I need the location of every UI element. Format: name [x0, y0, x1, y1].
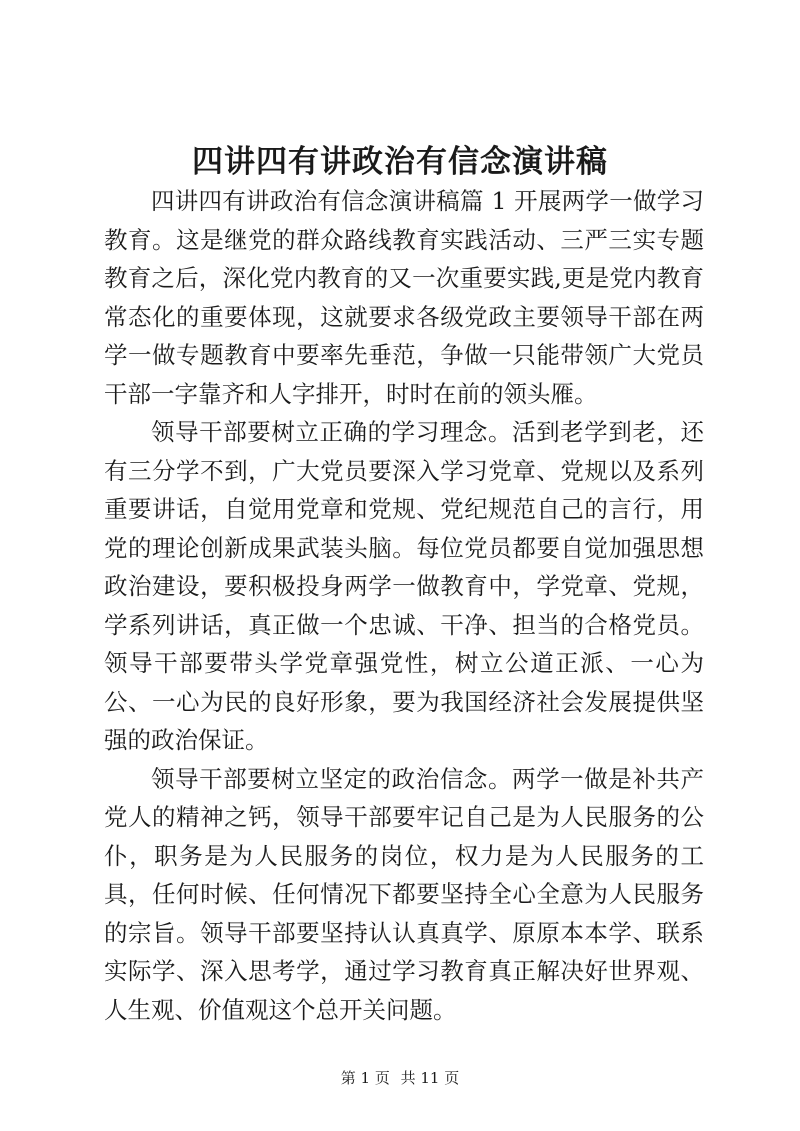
document-body — [104, 182, 704, 1029]
document-title: 四讲四有讲政治有信念演讲稿 — [192, 144, 608, 180]
paragraph-3: 领导干部要树立坚定的政治信念。两学一做是补共产党人的精神之钙，领导干部要牢记自己是为人民服务的公仆，职务是为人民服务的岗位，权力是为人民服务的工具，任何时候、任何情况下都要坚持全心全意为人民服务的宗旨。领导干部要坚持认认真真学、原原本本学、联系实际学、深入思考学，通过学习教育真正解决好世界观、人生观、价值观这个总开关问题。 — [104, 764, 704, 1024]
page-number: 第 1 页 — [340, 1069, 390, 1087]
page-footer — [0, 1068, 800, 1088]
paragraph-1: 四讲四有讲政治有信念演讲稿篇 1 开展两学一做学习教育。这是继党的群众路线教育实践活动、三严三实专题教育之后，深化党内教育的又一次重要实践,更是党内教育常态化的重要体现，这就要求各级党政主要领导干部在两学一做专题教育中要率先垂范，争做一只能带领广大党员干部一字靠齐和人字排开，时时在前的领头雁。 — [104, 187, 704, 408]
paragraph-2: 领导干部要树立正确的学习理念。活到老学到老，还有三分学不到，广大党员要深入学习党章、党规以及系列重要讲话，自觉用党章和党规、党纪规范自己的言行，用党的理论创新成果武装头脑。每位党员都要自觉加强思想政治建设，要积极投身两学一做教育中，学党章、党规，学系列讲话，真正做一个忠诚、干净、担当的合格党员。领导干部要带头学党章强党性，树立公道正派、一心为公、一心为民的良好形象，要为我国经济社会发展提供坚强的政治保证。 — [104, 418, 704, 754]
page-total: 共 11 页 — [400, 1069, 460, 1087]
